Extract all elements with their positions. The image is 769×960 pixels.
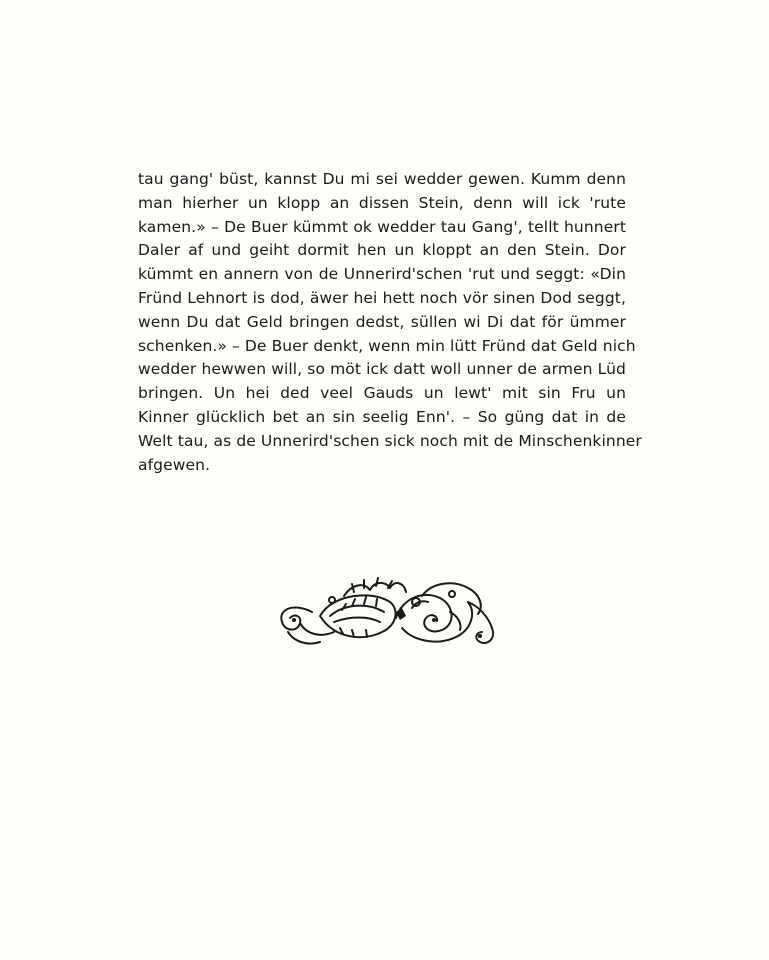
text-line-12: Welt tau, as de Unnerird'schen sick noch mit de Minschenkinner [138, 431, 642, 450]
text-line-13: afgewen. [138, 455, 211, 474]
text-line-8: schenken.» – De Buer denkt, wenn min lütt Fründ dat Geld nich [138, 336, 636, 355]
text-line-7: wenn Du dat Geld bringen dedst, süllen wi Di dat för ümmer [138, 312, 626, 331]
text-line-2: man hierher un klopp an dissen Stein, denn will ick 'rute [138, 193, 626, 212]
text-line-5: kümmt en annern von de Unnerird'schen 'rut und seggt: «Din [138, 265, 626, 284]
text-line-1: tau gang' büst, kannst Du mi sei wedder gewen. Kumm denn [138, 170, 626, 188]
body-text [138, 168, 642, 477]
text-line-10: bringen. Un hei ded veel Gauds un lewt' mit sin Fru un [138, 384, 626, 403]
text-line-6: Fründ Lehnort is dod, äwer hei hett noch vör sinen Dod seggt, [138, 288, 626, 307]
text-line-11: Kinner glücklich bet an sin seelig Enn'. – So güng dat in de [138, 407, 626, 426]
text-line-3: kamen.» – De Buer kümmt ok wedder tau Gang', tellt hunnert [138, 217, 626, 236]
text-line-9: wedder hewwen will, so möt ick datt woll unner de armen Lüd [138, 360, 626, 379]
text-line-4: Daler af und geiht dormit hen un kloppt an den Stein. Dor [138, 241, 626, 260]
floral-ornament-icon [272, 572, 504, 660]
